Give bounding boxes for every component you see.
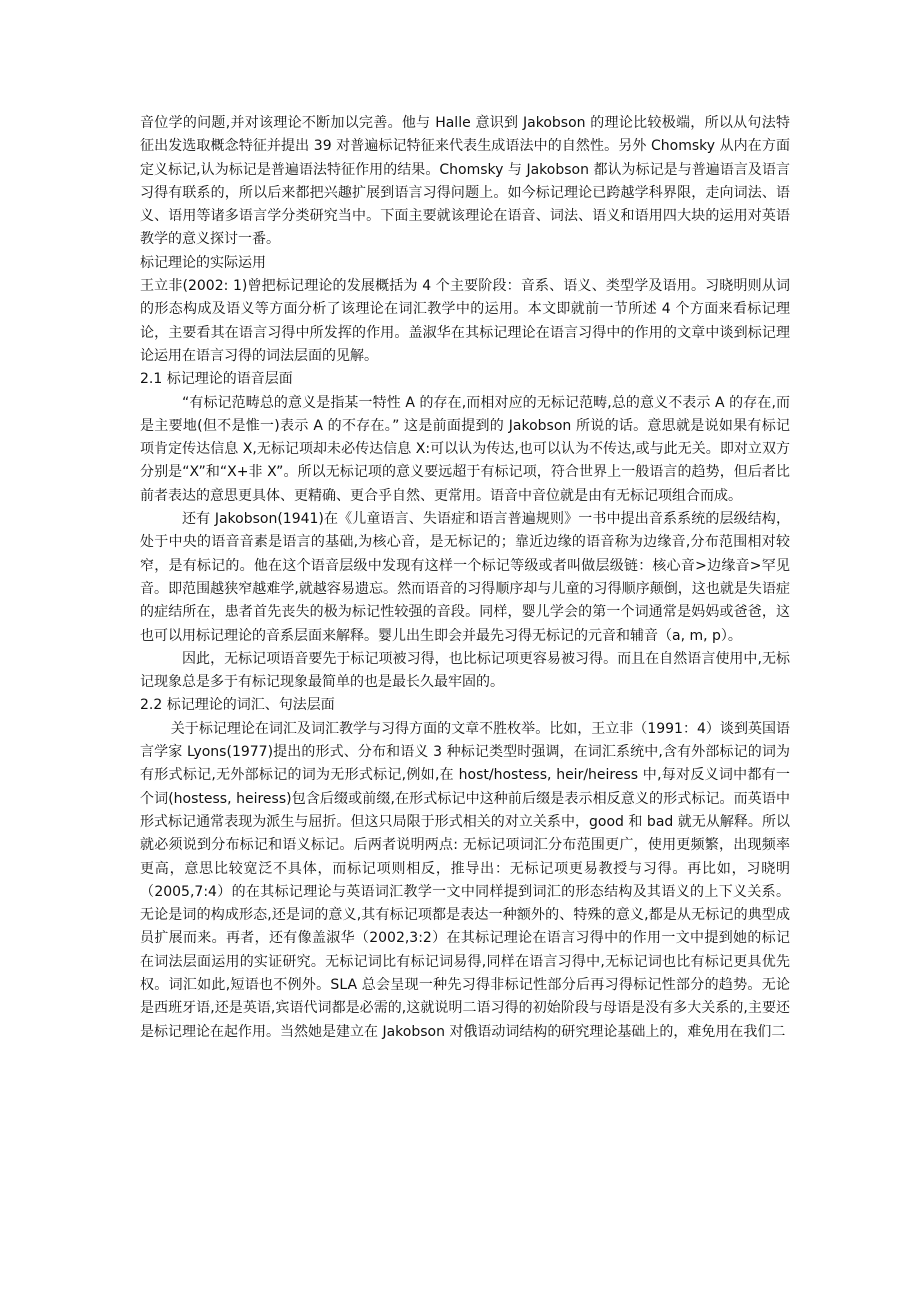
paragraph-jakobson-1941: 还有 Jakobson(1941)在《儿童语言、失语症和语言普遍规则》一书中提出音系系统的层级结构，处于中央的语音音素是语言的基础,为核心音，是无标记的；靠近边缘的语音称为边缘音,分布范围相对较窄，是有标记的。他在这个语音层级中发现有这样一个标记等级或者叫做层级链：核心音>边缘音>罕见音。即范围越狭窄越难学,就越容易遗忘。然而语音的习得顺序却与儿童的习得顺序颠倒，这也就是失语症的症结所在，患者首先丧失的极为标记性较强的音段。同样，婴儿学会的第一个词通常是妈妈或爸爸，这也可以用标记理论的音系层面来解释。婴儿出生即会并最先习得无标记的元音和辅音（a, m, p）。 [140,511,790,644]
paragraph-quote-jakobson: “有标记范畴总的意义是指某一特性 A 的存在,而相对应的无标记范畴,总的意义不表示 A 的存在,而是主要地(但不是惟一)表示 A 的不存在。” 这是前面提到的 Jakobson 所说的话。意思就是说如果有标记项肯定传达信息 X,无标记项却未必传达信息 X:可以认为传达,也可以认为不传达,或与此无关。即对立双方分别是“X”和“X+非 X”。所以无标记项的意义要远超于有标记项，符合世界上一般语言的趋势，但后者比前者表达的意思更具体、更精确、更合乎自然、更常用。语音中音位就是由有无标记项组合而成。 [140,394,790,504]
paragraph-therefore: 因此，无标记项语音要先于标记项被习得，也比标记项更容易被习得。而且在自然语言使用中,无标记现象总是多于有标记现象最简单的也是最长久最牢固的。 [140,650,790,691]
paragraph-intro: 音位学的问题,并对该理论不断加以完善。他与 Halle 意识到 Jakobson 的理论比较极端，所以从句法特征出发选取概念特征并提出 39 对普遍标记特征来代表生成语法中的自然性。另外 Chomsky 从内在方面定义标记,认为标记是普遍语法特征作用的结果。Chomsky 与 Jakobson 都认为标记是与普遍语言及语言习得有联系的，所以后来都把兴趣扩展到语言习得问题上。如今标记理论已跨越学科界限，走向词法、语义、语用等诸多语言学分类研究当中。下面主要就该理论在语音、词法、语义和语用四大块的运用对英语教学的意义探讨一番。 [140,115,790,248]
paragraph-lexical: 关于标记理论在词汇及词汇教学与习得方面的文章不胜枚举。比如，王立非（1991：4）谈到英国语言学家 Lyons(1977)提出的形式、分布和语义 3 种标记类型时强调，在词汇系统中,含有外部标记的词为有形式标记,无外部标记的词为无形式标记,例如,在 host/hostess, heir/heiress 中,每对反义词中都有一个词(hostess, heiress)包含后缀或前缀,在形式标记中这种前后缀是表示相反意义的形式标记。而英语中形式标记通常表现为派生与屈折。但这只局限于形式相关的对立关系中，good 和 bad 就无从解释。所以就必须说到分布标记和语义标记。后两者说明两点: 无标记项词汇分布范围更广，使用更频繁，出现频率更高，意思比较宽泛不具体，而标记项则相反，推导出：无标记项更易教授与习得。再比如，习晓明（2005,7:4）的在其标记理论与英语词汇教学一文中同样提到词汇的形态结构及其语义的上下义关系。无论是词的构成形态,还是词的意义,其有标记项都是表达一种额外的、特殊的意义,都是从无标记的典型成员扩展而来。再者，还有像盖淑华（2002,3:2）在其标记理论在语言习得中的作用一文中提到她的标记在词法层面运用的实证研究。无标记词比有标记词易得,同样在语言习得中,无标记词也比有标记更具优先权。词汇如此,短语也不例外。SLA 总会呈现一种先习得非标记性部分后再习得标记性部分的趋势。无论是西班牙语,还是英语,宾语代词都是必需的,这就说明二语习得的初始阶段与母语是没有多大关系的,主要还是标记理论在起作用。当然她是建立在 Jakobson 对俄语动词结构的研究理论基础上的，难免用在我们二 [140,720,790,1040]
section-heading-2-2: 2.2 标记理论的词汇、句法层面 [140,697,335,714]
paragraph-development-stages: 王立非(2002: 1)曾把标记理论的发展概括为 4 个主要阶段：音系、语义、类型学及语用。习晓明则从词的形态构成及语义等方面分析了该理论在词汇教学中的运用。本文即就前一节所述 4 个方面来看标记理论，主要看其在语言习得中所发挥的作用。盖淑华在其标记理论在语言习得中的作用的文章中谈到标记理论运用在语言习得的词法层面的见解。 [140,278,790,364]
section-heading-2-1: 2.1 标记理论的语音层面 [140,371,293,388]
section-heading-practical-use: 标记理论的实际运用 [140,254,266,271]
document-body [140,112,790,1044]
